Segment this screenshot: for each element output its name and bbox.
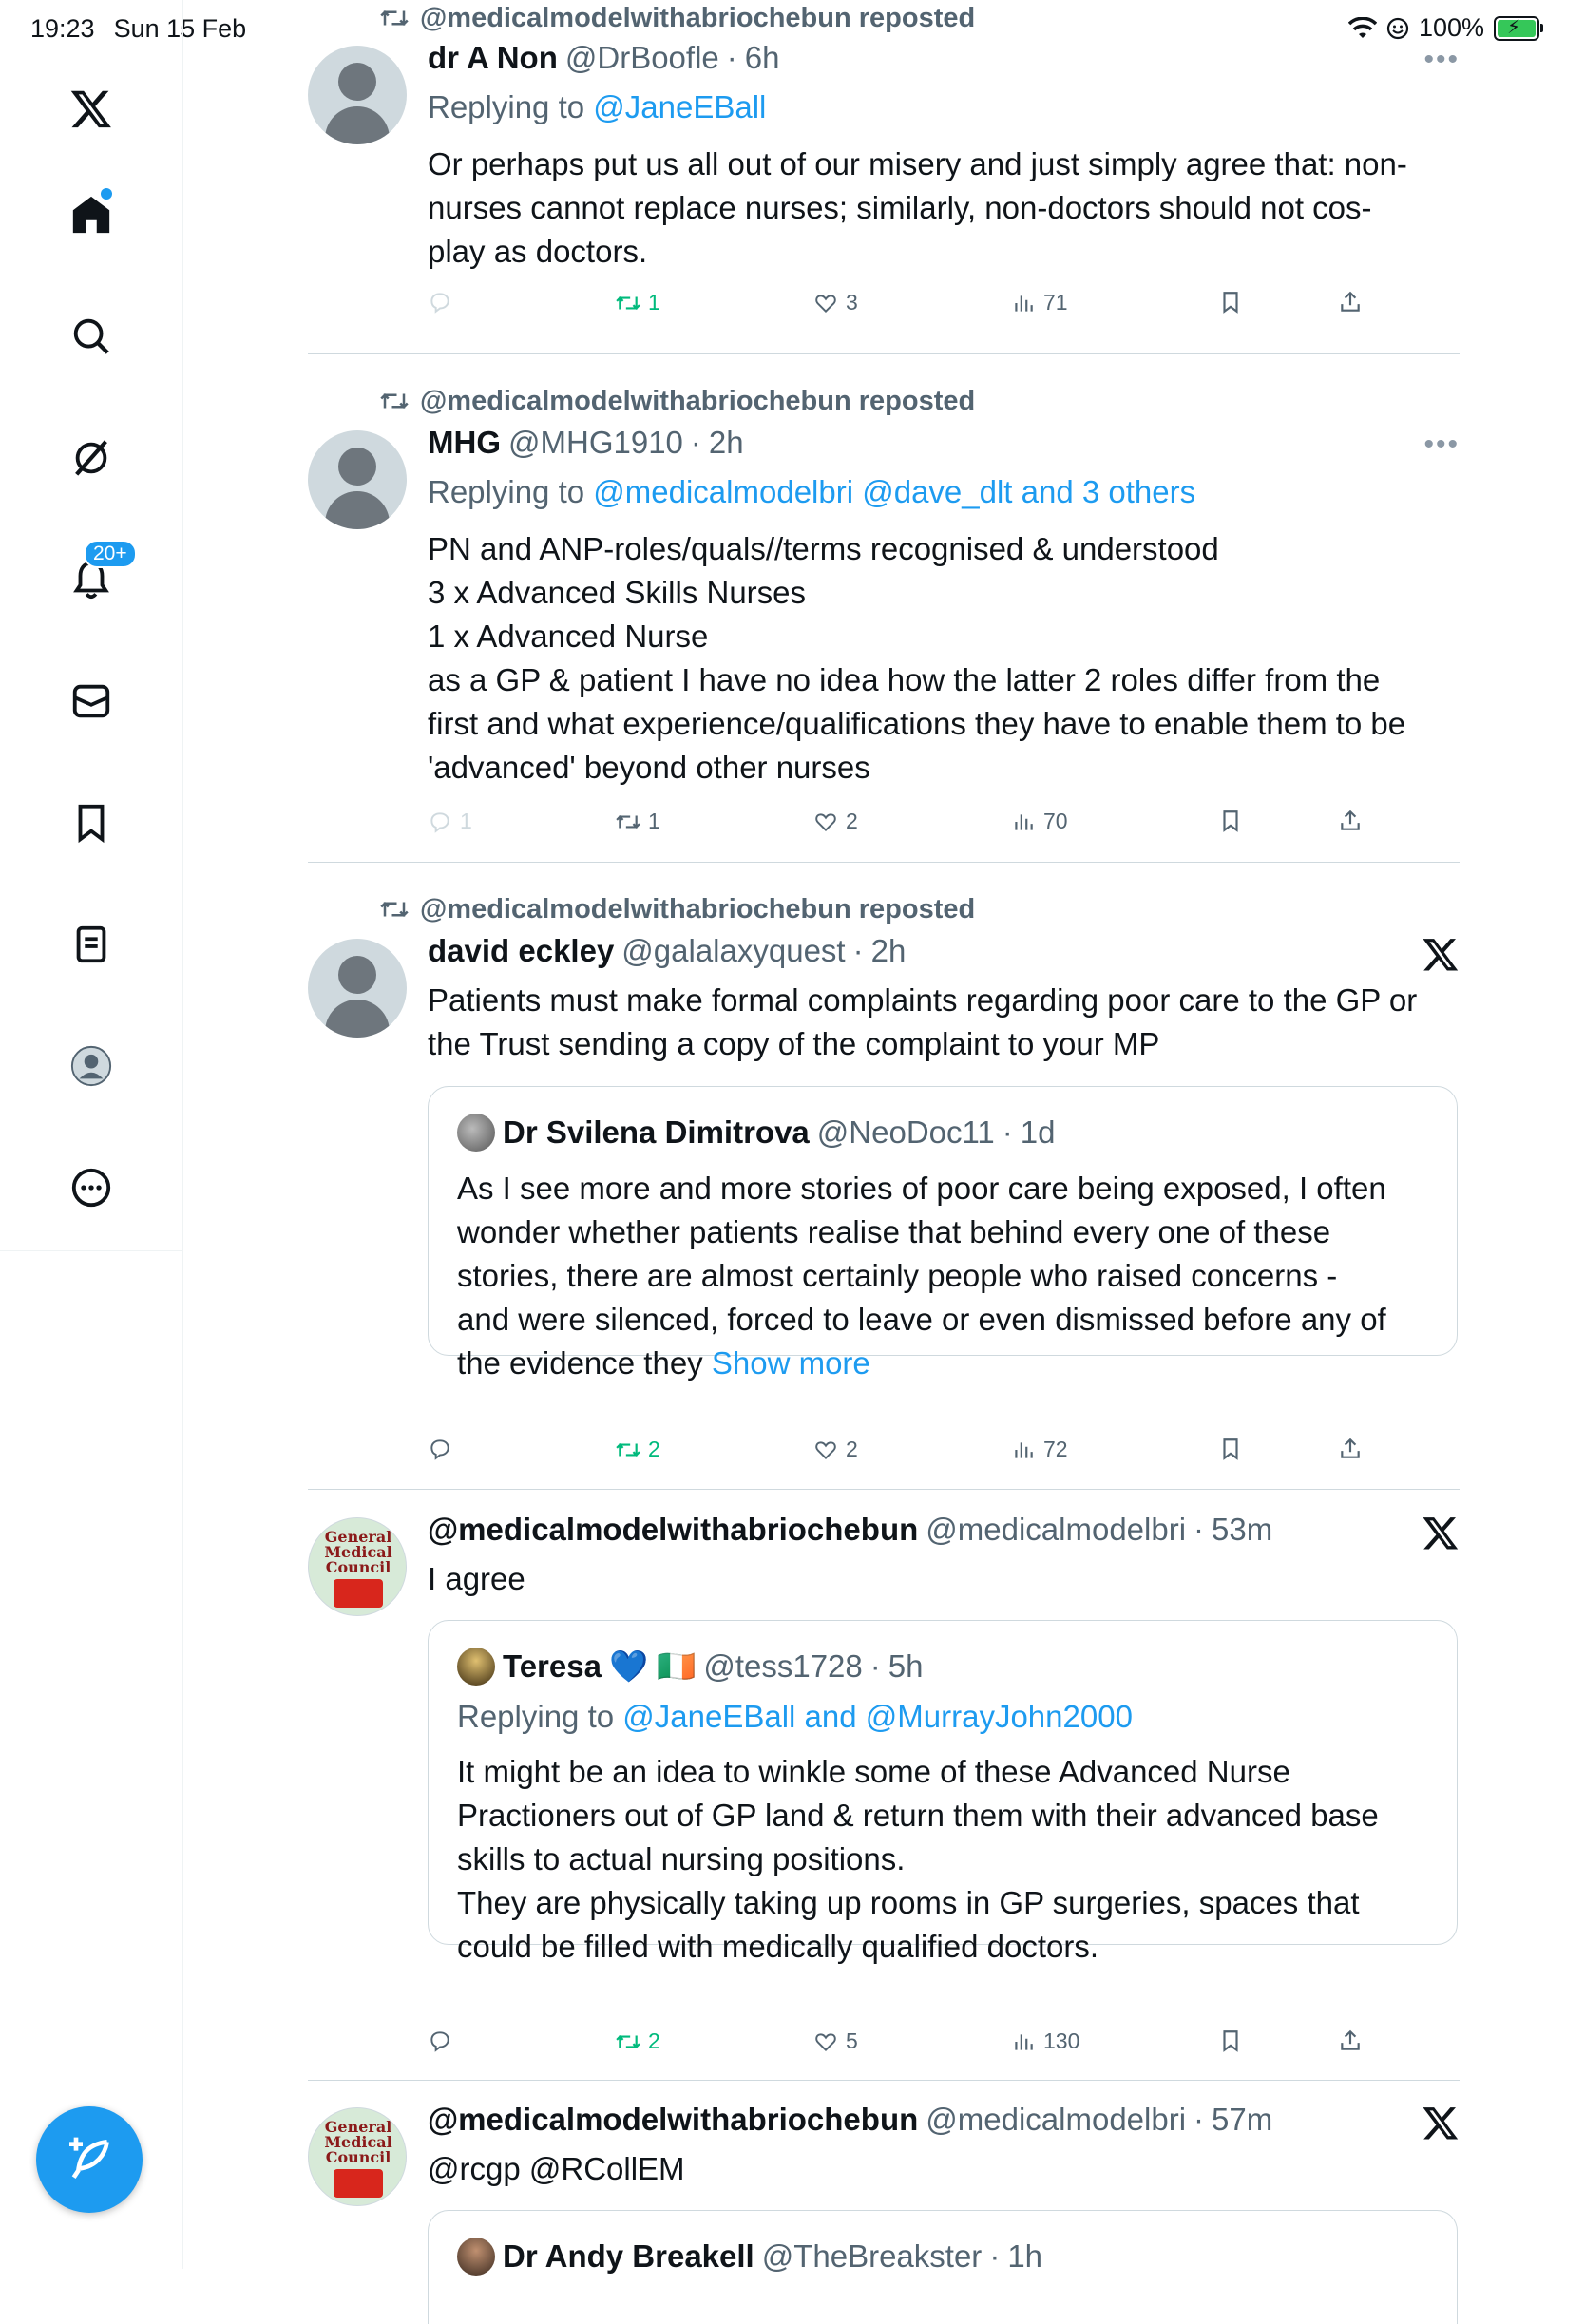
repost-icon <box>380 389 409 413</box>
timestamp[interactable]: 57m <box>1212 2102 1273 2137</box>
repost-indicator <box>380 893 975 925</box>
replying-to <box>428 474 1195 510</box>
display-name[interactable]: dr A Non <box>428 40 558 75</box>
nav-profile[interactable] <box>57 1032 125 1100</box>
nav-bookmarks[interactable] <box>57 789 125 857</box>
x-logo-icon[interactable] <box>1422 935 1460 973</box>
quote-text <box>457 1167 1436 1385</box>
profile-avatar-icon <box>69 1044 113 1088</box>
quote-display-name: Dr Svilena Dimitrova <box>503 1114 810 1150</box>
repost-icon <box>616 291 640 315</box>
search-icon <box>69 314 113 358</box>
bar-chart-icon <box>1011 1438 1036 1462</box>
separator-dot: · <box>1194 2102 1205 2137</box>
mentions-text[interactable]: @rcgp @RCollEM <box>428 2151 685 2186</box>
bar-chart-icon <box>1011 291 1036 315</box>
x-logo-icon[interactable] <box>57 74 125 143</box>
reply-button[interactable] <box>428 2029 452 2053</box>
share-icon <box>1338 1437 1363 1461</box>
separator-dot: · <box>1002 1114 1013 1150</box>
nav-messages[interactable] <box>57 667 125 735</box>
repost-label: @medicalmodelwithabriochebun reposted <box>420 385 976 416</box>
tweet-divider <box>308 353 1460 354</box>
sidebar <box>0 0 183 2269</box>
replying-to-link: @JaneEBall and @MurrayJohn2000 <box>622 1699 1133 1734</box>
heart-icon <box>813 1438 838 1462</box>
views-button[interactable] <box>1011 809 1068 834</box>
separator-dot: · <box>852 933 864 968</box>
avatar-logo-text: General Medical Council <box>324 2118 392 2166</box>
view-count: 130 <box>1043 2029 1080 2053</box>
quote-flag-emojis: 💙 🇮🇪 <box>608 1648 697 1684</box>
separator-dot: · <box>726 40 737 75</box>
nav-explore[interactable] <box>57 302 125 371</box>
action-bar <box>428 1437 1340 1469</box>
heart-icon <box>813 291 838 315</box>
quote-display-name: Teresa <box>503 1648 602 1684</box>
timestamp[interactable]: 2h <box>708 425 744 460</box>
like-button[interactable] <box>813 2029 858 2054</box>
list-icon <box>69 923 113 966</box>
bookmark-button[interactable] <box>1218 1437 1243 1461</box>
replying-to-link[interactable]: @medicalmodelbri @dave_dlt and 3 others <box>593 474 1196 509</box>
repost-icon <box>616 1438 640 1462</box>
home-unread-dot <box>101 188 112 200</box>
replying-prefix: Replying to <box>457 1699 615 1734</box>
timestamp[interactable]: 2h <box>870 933 907 968</box>
views-button[interactable] <box>1011 1437 1068 1462</box>
action-bar <box>428 809 1340 841</box>
bookmark-button[interactable] <box>1218 2029 1243 2053</box>
separator-dot: · <box>1194 1512 1205 1547</box>
tweet-divider <box>308 1489 1460 1490</box>
repost-icon <box>380 897 409 922</box>
date: Sun 15 Feb <box>113 14 247 43</box>
view-count: 72 <box>1043 1437 1068 1461</box>
tweet-header <box>428 933 906 971</box>
quote-timestamp: 5h <box>888 1648 924 1684</box>
avatar-logo-box <box>334 2169 383 2198</box>
bookmark-button[interactable] <box>1218 809 1243 833</box>
battery-percent: 100% <box>1418 13 1484 42</box>
replying-to <box>428 89 766 125</box>
tweet-header <box>428 40 779 78</box>
repost-button[interactable] <box>616 809 660 834</box>
quoted-tweet[interactable] <box>428 1620 1458 1964</box>
handle[interactable]: @galalaxyquest <box>621 933 846 968</box>
handle[interactable]: @DrBoofle <box>564 40 719 75</box>
view-count: 71 <box>1043 290 1068 314</box>
quote-display-name: Dr Andy Breakell <box>503 2238 754 2274</box>
repost-icon <box>616 2029 640 2054</box>
quote-avatar <box>457 1648 495 1686</box>
focus-face-icon <box>1386 17 1409 40</box>
repost-button[interactable] <box>616 1437 660 1462</box>
timestamp[interactable]: 53m <box>1212 1512 1273 1547</box>
repost-label: @medicalmodelwithabriochebun reposted <box>420 2 976 33</box>
reply-icon <box>428 2029 452 2053</box>
x-logo-icon[interactable] <box>1422 1514 1460 1552</box>
avatar[interactable] <box>308 939 407 1038</box>
quote-text: It might be an idea to winkle some of these Advanced Nurse Practioners out of GP land & return them with their advanced base skills to actual nursing positions. They are physically taking up rooms in GP surgeries, spaces that could be filled with medically qualified doctors. <box>457 1754 1379 1964</box>
bookmark-icon <box>1218 809 1243 833</box>
feather-plus-icon <box>63 2133 116 2186</box>
like-count: 2 <box>846 1437 858 1461</box>
repost-icon <box>380 6 409 30</box>
nav-home[interactable] <box>57 181 125 249</box>
views-button[interactable] <box>1011 290 1068 315</box>
repost-count: 1 <box>648 809 660 833</box>
grok-icon <box>69 436 113 480</box>
notifications-badge: 20+ <box>84 540 137 568</box>
timestamp[interactable]: 6h <box>744 40 780 75</box>
handle[interactable]: @medicalmodelbri <box>926 2102 1187 2137</box>
more-circle-icon <box>69 1166 113 1210</box>
envelope-icon <box>69 679 113 723</box>
quote-replying-to <box>457 1699 1133 1735</box>
avatar[interactable] <box>308 46 407 144</box>
handle[interactable]: @MHG1910 <box>508 425 683 460</box>
repost-indicator <box>380 385 975 417</box>
repost-count: 2 <box>648 2029 660 2053</box>
share-button[interactable] <box>1338 1437 1363 1461</box>
avatar[interactable] <box>308 430 407 529</box>
like-count: 2 <box>846 809 858 833</box>
reply-count: 1 <box>460 809 472 833</box>
repost-icon <box>616 810 640 834</box>
quote-text-content: As I see more and more stories of poor care being exposed, I often wonder whether patients realise that behind every one of these stories, there are almost certainly people who raised concerns - and were silenced, forced to leave or even dismissed before any of the evidence they <box>457 1171 1386 1381</box>
status-right <box>1348 13 1539 43</box>
like-count: 3 <box>846 290 858 314</box>
nav-notifications[interactable] <box>57 545 125 614</box>
replying-prefix: Replying to <box>428 474 585 509</box>
repost-indicator <box>380 2 975 34</box>
quoted-tweet[interactable] <box>428 2210 1458 2324</box>
replying-prefix: Replying to <box>428 89 585 124</box>
tweet-text: I agree <box>428 1561 525 1596</box>
reply-button[interactable] <box>428 290 452 314</box>
clock: 19:23 <box>30 14 95 43</box>
quoted-tweet[interactable] <box>428 1086 1458 1381</box>
bookmark-button[interactable] <box>1218 290 1243 314</box>
tweet-text: PN and ANP-roles/quals//terms recognised & understood 3 x Advanced Skills Nurses 1 x Advanced Nurse as a GP & patient I have no idea how the latter 2 roles differ from the first and what experience/qualifications they have to enable them to be 'advanced' beyond other nurses <box>428 531 1406 785</box>
repost-button[interactable] <box>616 290 660 315</box>
repost-button[interactable] <box>616 2029 660 2054</box>
quote-handle: @NeoDoc11 <box>816 1114 995 1150</box>
tweet-header <box>428 2102 1272 2140</box>
view-count: 70 <box>1043 809 1068 833</box>
tweet-divider <box>308 2080 1460 2081</box>
repost-label: @medicalmodelwithabriochebun reposted <box>420 893 976 924</box>
bookmark-icon <box>1218 1437 1243 1461</box>
quote-handle: @tess1728 <box>703 1648 863 1684</box>
heart-icon <box>813 2029 838 2054</box>
display-name[interactable]: david eckley <box>428 933 615 968</box>
x-logo-icon[interactable] <box>1422 2104 1460 2142</box>
bookmark-icon <box>1218 2029 1243 2053</box>
bar-chart-icon <box>1011 2029 1036 2054</box>
compose-button[interactable] <box>36 2106 143 2213</box>
tweet-header <box>428 425 744 463</box>
sidebar-divider <box>0 1250 182 1251</box>
handle[interactable]: @medicalmodelbri <box>926 1512 1187 1547</box>
display-name[interactable]: @medicalmodelwithabriochebun <box>428 1512 919 1547</box>
views-button[interactable] <box>1011 2029 1079 2054</box>
avatar-logo-box <box>334 1579 383 1608</box>
nav-more[interactable] <box>57 1153 125 1222</box>
bar-chart-icon <box>1011 810 1036 834</box>
bookmark-icon <box>69 801 113 845</box>
tweet-divider <box>308 862 1460 863</box>
tweet-text: Or perhaps put us all out of our misery and just simply agree that: non- nurses cannot replace nurses; similarly, non-doctors should not cos- play as doctors. <box>428 146 1407 269</box>
wifi-icon <box>1348 17 1377 40</box>
like-button[interactable] <box>813 1437 858 1462</box>
quote-header <box>457 2238 1042 2276</box>
show-more-link[interactable]: Show more <box>711 1345 870 1381</box>
quote-timestamp: 1h <box>1007 2238 1043 2274</box>
separator-dot: · <box>869 1648 881 1684</box>
replying-to-link[interactable]: @JaneEBall <box>593 89 767 124</box>
more-options-icon[interactable]: ••• <box>1423 44 1460 75</box>
tweet-header <box>428 1512 1272 1550</box>
heart-icon <box>813 810 838 834</box>
quote-avatar <box>457 1114 495 1152</box>
like-button[interactable] <box>813 290 858 315</box>
separator-dot: · <box>690 425 701 460</box>
bookmark-icon <box>1218 290 1243 314</box>
action-bar <box>428 2029 1340 2061</box>
share-icon <box>1338 2029 1363 2053</box>
share-button[interactable] <box>1338 290 1363 314</box>
display-name[interactable]: @medicalmodelwithabriochebun <box>428 2102 919 2137</box>
separator-dot: · <box>989 2238 1001 2274</box>
share-button[interactable] <box>1338 809 1363 833</box>
more-options-icon[interactable]: ••• <box>1423 429 1460 460</box>
display-name[interactable]: MHG <box>428 425 501 460</box>
like-count: 5 <box>846 2029 858 2053</box>
battery-icon: ⚡ <box>1494 16 1539 41</box>
nav-grok[interactable] <box>57 424 125 492</box>
repost-count: 1 <box>648 290 660 314</box>
quote-header <box>457 1114 1055 1152</box>
quote-timestamp: 1d <box>1020 1114 1056 1150</box>
quote-handle: @TheBreakster <box>761 2238 983 2274</box>
avatar[interactable] <box>308 2107 407 2206</box>
share-icon <box>1338 809 1363 833</box>
reply-icon <box>428 1437 452 1461</box>
share-icon <box>1338 290 1363 314</box>
avatar-logo-text: General Medical Council <box>324 1528 392 1576</box>
like-button[interactable] <box>813 809 858 834</box>
share-button[interactable] <box>1338 2029 1363 2053</box>
reply-button[interactable] <box>428 809 472 834</box>
tweet-text: Patients must make formal complaints regarding poor care to the GP or the Trust sending a copy of the complaint to your MP <box>428 982 1418 1061</box>
reply-button[interactable] <box>428 1437 452 1461</box>
reply-icon <box>428 810 452 834</box>
quote-header <box>457 1648 923 1686</box>
repost-count: 2 <box>648 1437 660 1461</box>
reply-icon <box>428 290 452 314</box>
avatar[interactable] <box>308 1517 407 1616</box>
quote-avatar <box>457 2238 495 2276</box>
action-bar <box>428 290 1340 322</box>
nav-lists[interactable] <box>57 910 125 979</box>
